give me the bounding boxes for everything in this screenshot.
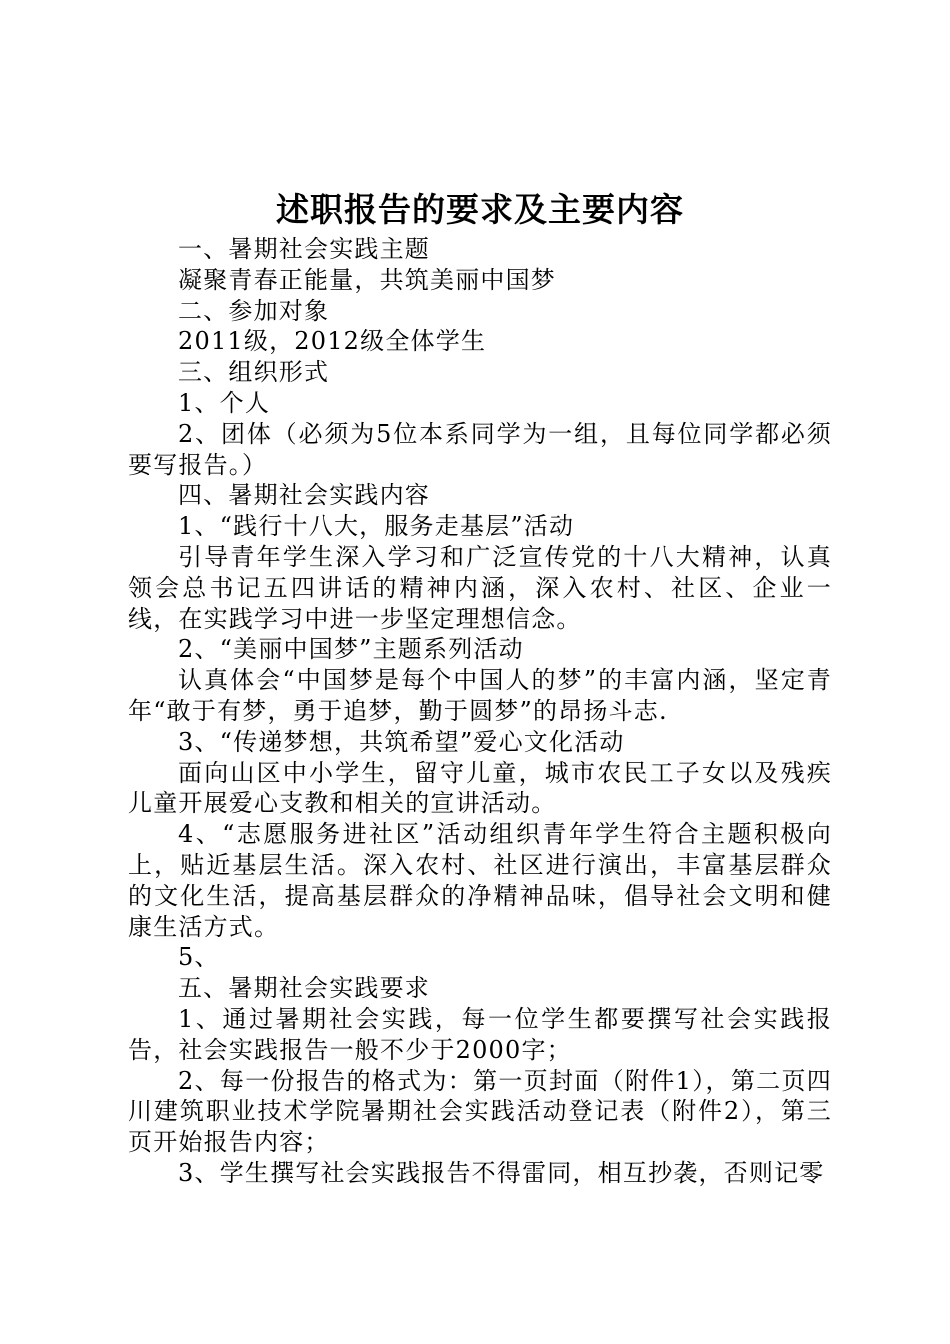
list-item: 1、个人	[178, 388, 271, 417]
document-page	[128, 188, 832, 1189]
section-heading-1: 一、暑期社会实践主题	[178, 235, 430, 263]
section-heading-5: 五、暑期社会实践要求	[178, 974, 430, 1003]
section-heading-4: 四、暑期社会实践内容	[178, 481, 430, 510]
list-item: 1、通过暑期社会实践，每一位学生都要撰写社会实践报告，社会实践报告一般不少于2000字；	[128, 1004, 832, 1064]
list-item: 1、“践行十八大，服务走基层”活动	[178, 512, 575, 541]
list-item: 2、“美丽中国梦”主题系列活动	[178, 635, 524, 664]
list-item: 3、“传递梦想，共筑希望”爱心文化活动	[178, 727, 625, 756]
paragraph: 2011级，2012级全体学生	[178, 327, 487, 356]
section-heading-2: 二、参加对象	[178, 296, 330, 325]
paragraph: 凝聚青春正能量，共筑美丽中国梦	[178, 265, 556, 294]
list-item: 4、“志愿服务进社区”活动组织青年学生符合主题积极向上，贴近基层生活。深入农村、社区进行演出，丰富基层群众的文化生活，提高基层群众的净精神品味，倡导社会文明和健康生活方式。	[128, 820, 832, 941]
list-item: 5、	[178, 943, 220, 972]
document-title: 述职报告的要求及主要内容	[276, 190, 684, 229]
paragraph: 引导青年学生深入学习和广泛宣传党的十八大精神，认真领会总书记五四讲话的精神内涵，深入农村、社区、企业一线，在实践学习中进一步坚定理想信念。	[128, 542, 832, 633]
section-heading-3: 三、组织形式	[178, 358, 330, 387]
list-item: 2、每一份报告的格式为：第一页封面（附件1），第二页四川建筑职业技术学院暑期社会实践活动登记表（附件2），第三页开始报告内容；	[128, 1066, 832, 1157]
list-item: 2、团体（必须为5位本系同学为一组，且每位同学都必须要写报告。）	[128, 419, 832, 479]
paragraph: 认真体会“中国梦是每个中国人的梦”的丰富内涵，坚定青年“敢于有梦，勇于追梦，勤于圆梦”的昂扬斗志.	[128, 666, 832, 725]
list-item: 3、学生撰写社会实践报告不得雷同，相互抄袭，否则记零	[178, 1158, 825, 1187]
paragraph: 面向山区中小学生，留守儿童，城市农民工子女以及残疾儿童开展爱心支教和相关的宣讲活动。	[128, 758, 832, 818]
